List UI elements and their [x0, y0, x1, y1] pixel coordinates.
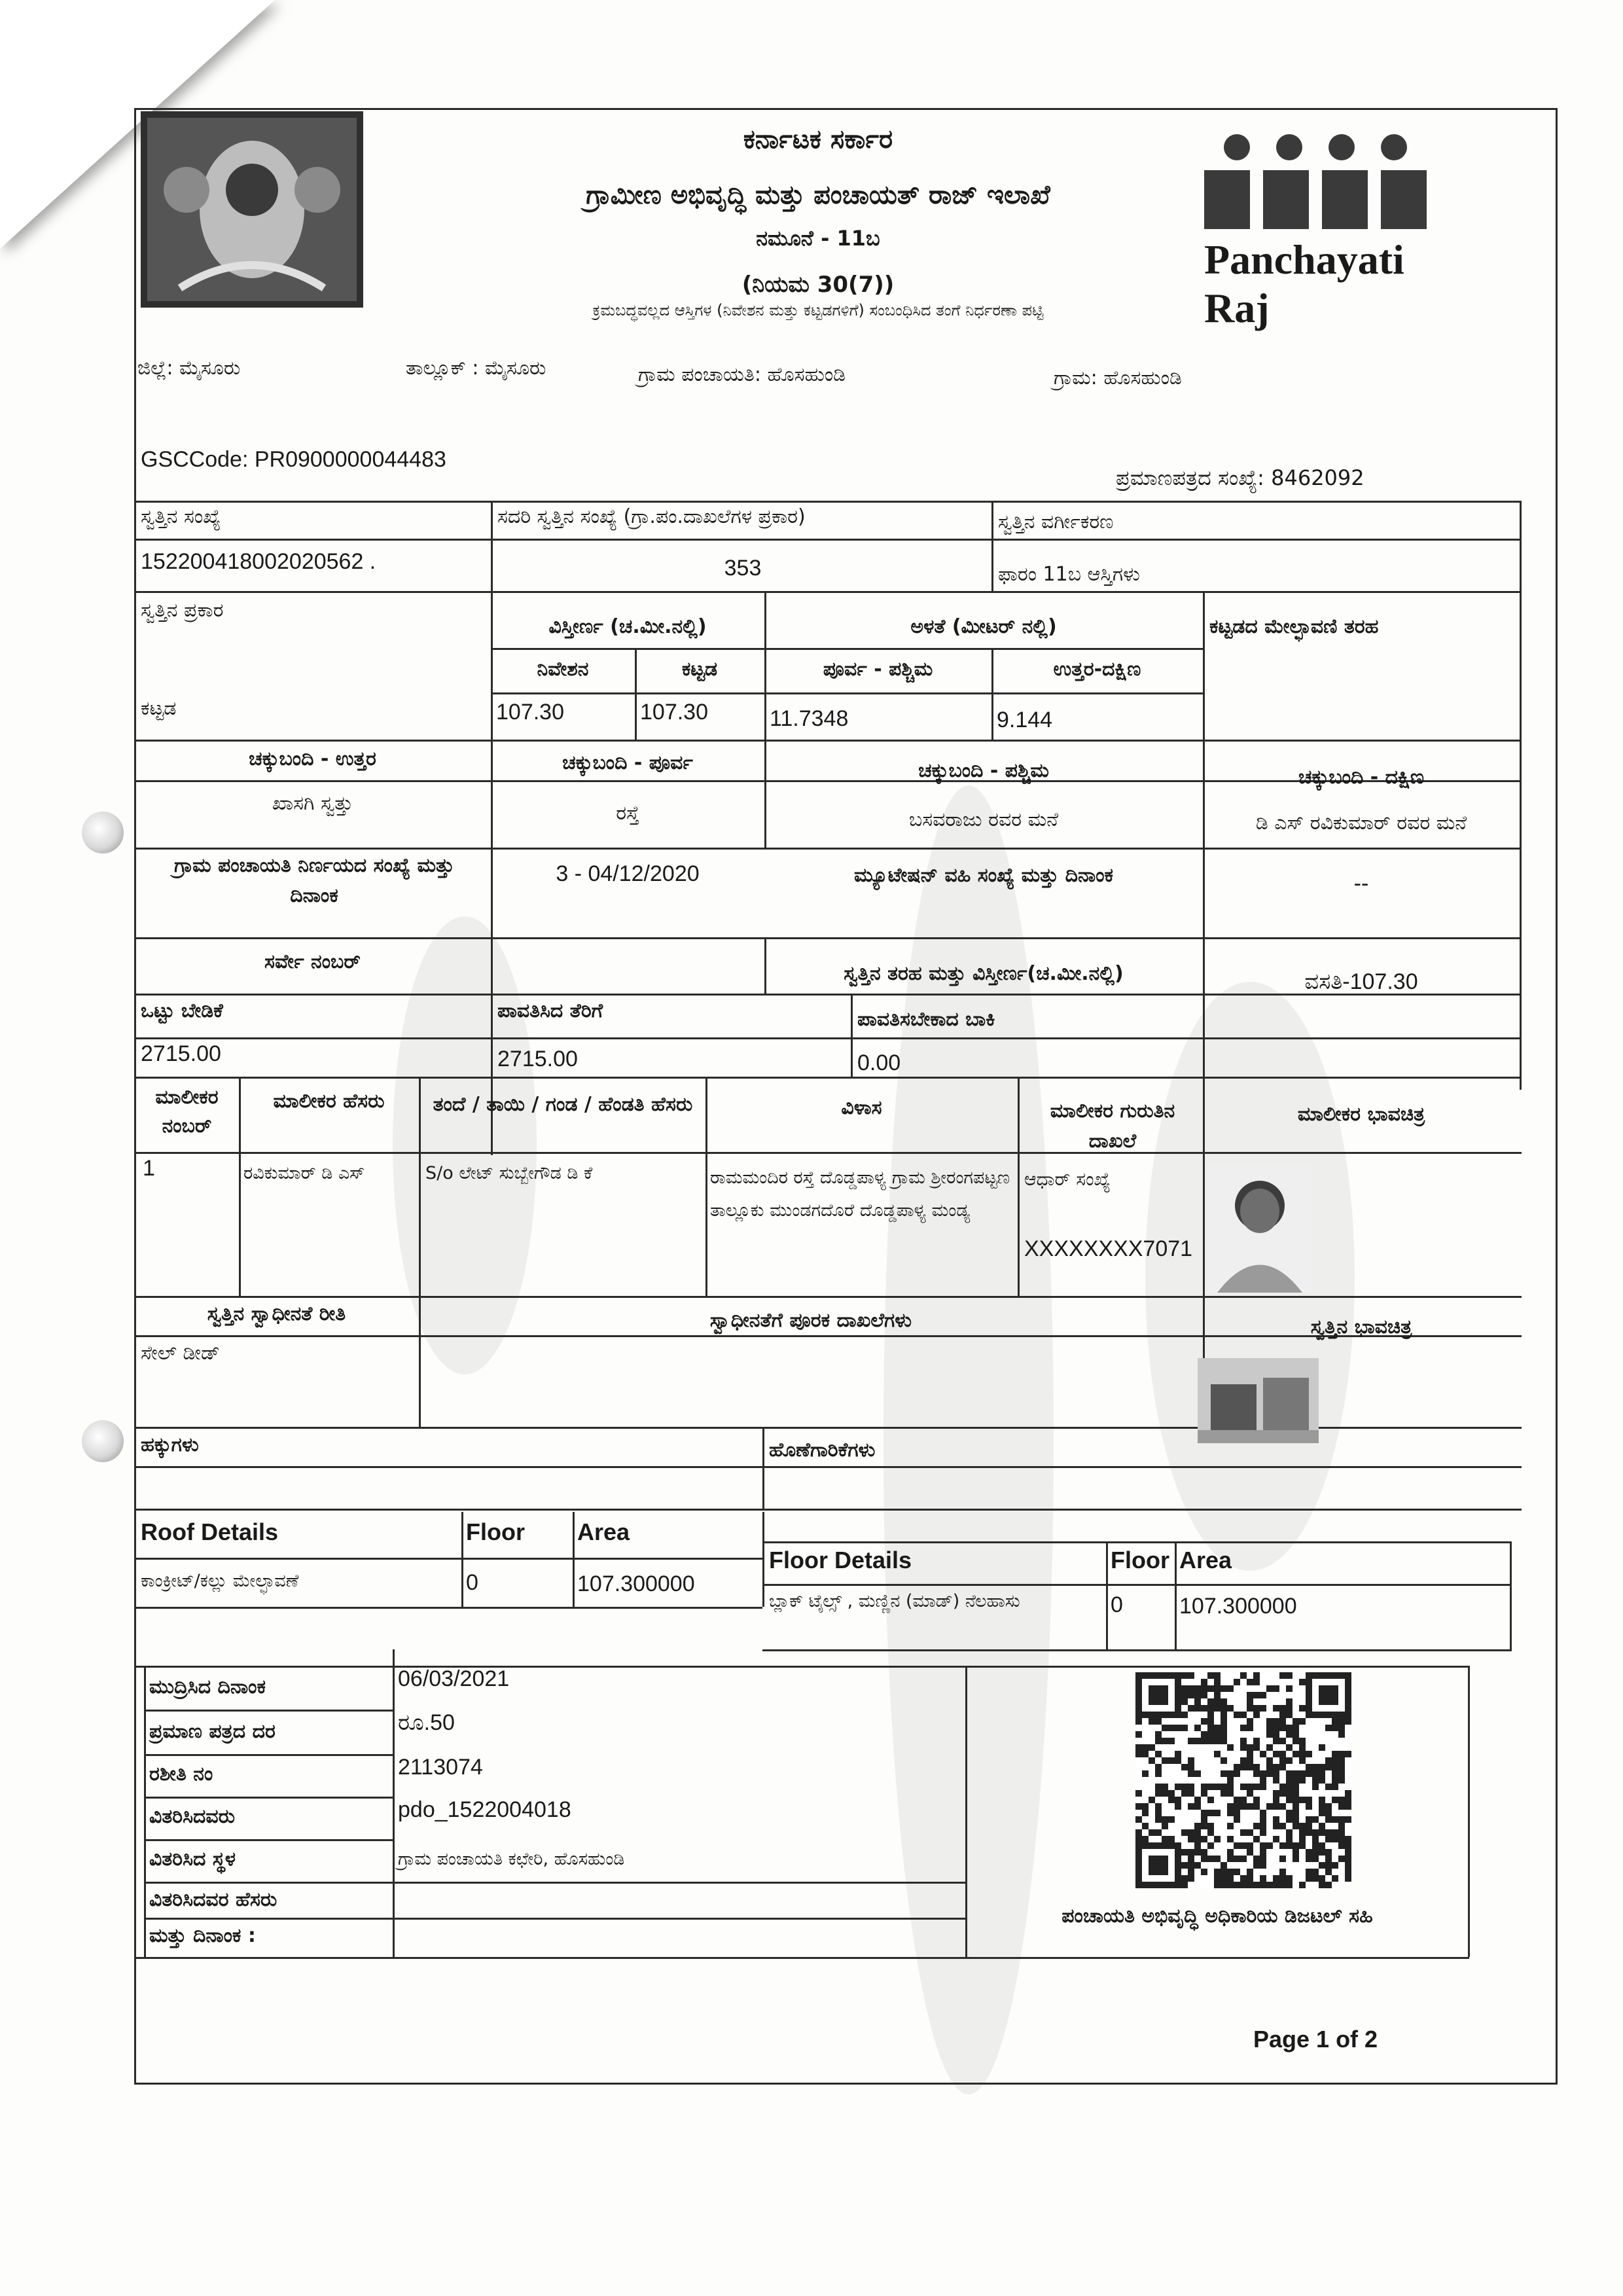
village: ಗ್ರಾಮ: ಹೊಸಹುಂಡಿ [1054, 367, 1182, 389]
rule [134, 1957, 1469, 1959]
owner-address: ರಾಮಮಂದಿರ ರಸ್ತೆ ದೊಡ್ಡಪಾಳ್ಯ ಗ್ರಾಮ ಶ್ರೀರಂಗಪಟ್ಟಣ ತಾಲ್ಲೂಕು ಮುಂಡಗದೊರೆ ದೊಡ್ಡಪಾಳ್ಯ ಮಂಡ್ಯ [710, 1168, 1010, 1221]
header-property-photo: ಸ್ವತ್ತಿನ ಭಾವಚಿತ್ರ [1310, 1316, 1412, 1338]
rule [393, 1649, 395, 1957]
rule [419, 1077, 421, 1296]
property-type: ಕಟ್ಟಡ [141, 697, 177, 720]
rule [1175, 1541, 1177, 1649]
rule [134, 937, 1522, 939]
rule [461, 1512, 463, 1607]
header-boundary-south: ಚಕ್ಕುಬಂದಿ - ದಕ್ಷಿಣ [1298, 766, 1425, 789]
rule [134, 740, 1522, 742]
label-printed-date: ಮುದ್ರಿಸಿದ ದಿನಾಂಕ [149, 1676, 266, 1698]
header-boundary-north: ಚಕ್ಕುಬಂದಿ - ಉತ್ತರ [249, 747, 376, 770]
karnataka-emblem-icon [141, 111, 363, 308]
serial-number: 353 [724, 556, 762, 581]
rule [491, 501, 493, 1155]
rule [762, 1649, 1512, 1651]
header-owner-photo: ಮಾಲೀಕರ ಭಾವಚಿತ್ರ [1297, 1103, 1425, 1126]
header-property-type: ಸ್ವತ್ತಿನ ಪ್ರಕಾರ [141, 599, 224, 622]
classification: ಫಾರಂ 11ಬ ಆಸ್ತಿಗಳು [998, 563, 1140, 586]
header-address: ವಿಳಾಸ [841, 1096, 882, 1119]
floor-type: ಬ್ಲಾಕ್ ಟೈಲ್ಸ್ , ಮಣ್ಣಿನ (ಮಾಡ್) ನೆಲಹಾಸು [769, 1591, 1020, 1611]
north-south-length: 9.144 [997, 708, 1053, 732]
qr-code-icon [1135, 1672, 1351, 1888]
id-type: ಆಧಾರ್ ಸಂಖ್ಯೆ [1024, 1168, 1111, 1190]
total-demand: 2715.00 [141, 1041, 221, 1066]
gram-panchayat: ಗ್ರಾಮ ಪಂಚಾಯತಿ: ಹೊಸಹುಂಡಿ [638, 363, 846, 386]
header-form: ನಮೂನೆ - 11ಬ [756, 226, 880, 251]
rule [134, 1296, 1522, 1298]
header-due: ಪಾವತಿಸಬೇಕಾದ ಬಾಕಿ [857, 1008, 995, 1031]
header-site: ನಿವೇಶನ [537, 658, 589, 681]
printed-date: 06/03/2021 [398, 1666, 510, 1691]
building-area: 107.30 [640, 700, 708, 725]
boundary-east: ರಸ್ತೆ [616, 802, 639, 825]
rule [573, 1512, 575, 1607]
rule [144, 1882, 393, 1884]
roof-floor-header: Floor [466, 1518, 525, 1545]
header-gov: ಕರ್ನಾಟಕ ಸರ್ಕಾರ [743, 124, 893, 154]
floor-floor: 0 [1111, 1592, 1123, 1617]
rule [134, 1607, 762, 1609]
nature-area: ವಸತಿ-107.30 [1304, 969, 1418, 994]
header-dept: ಗ್ರಾಮೀಣ ಅಭಿವೃದ್ಧಿ ಮತ್ತು ಪಂಚಾಯತ್ ರಾಜ್ ಇಲಾಖೆ [586, 180, 1050, 210]
header-total-demand: ಒಟ್ಟು ಬೇಡಿಕೆ [141, 999, 223, 1022]
header-paid-tax: ಪಾವತಿಸಿದ ತೆರಿಗೆ [497, 999, 603, 1022]
rule [1520, 501, 1522, 1090]
rule [134, 1509, 1522, 1511]
panchayati-raj-people-icon [1198, 134, 1446, 232]
site-area: 107.30 [496, 700, 564, 725]
rule [991, 501, 993, 592]
rule [144, 1918, 965, 1920]
rule [1203, 740, 1205, 1132]
header-survey-number: ಸರ್ವೇ ನಂಬರ್ [264, 950, 361, 973]
rule [1106, 1541, 1108, 1649]
certificate-number: ಪ್ರಮಾಣಪತ್ರದ ಸಂಖ್ಯೆ: 8462092 [1116, 465, 1364, 490]
header-gp-resolution: ಗ್ರಾಮ ಪಂಚಾಯತಿ ನಿರ್ಣಯದ ಸಂಖ್ಯೆ ಮತ್ತು ದಿನಾಂಕ [174, 854, 454, 907]
roof-type: ಕಾಂಕ್ರೀಟ್/ಕಲ್ಲು ಮೇಲ್ಛಾವಣೆ [141, 1571, 299, 1591]
mutation: -- [1353, 871, 1369, 896]
rule [491, 648, 1204, 650]
header-ownership-mode: ಸ್ವತ್ತಿನ ಸ್ವಾಧೀನತೆ ರೀತಿ [207, 1302, 346, 1325]
header-boundary-east: ಚಕ್ಕುಬಂದಿ - ಪೂರ್ವ [562, 751, 693, 774]
gsc-code: GSCCode: PR0900000044483 [141, 447, 446, 472]
property-number: 152200418002020562 . [141, 549, 376, 574]
floor-area-header: Area [1179, 1547, 1232, 1573]
certificate-fee: ರೂ.50 [398, 1710, 455, 1735]
rule [134, 848, 1522, 850]
rule [762, 1512, 764, 1607]
rule [1510, 1541, 1512, 1649]
roof-area-header: Area [577, 1518, 630, 1545]
roof-area: 107.300000 [577, 1571, 695, 1596]
paid-tax: 2715.00 [497, 1047, 578, 1071]
rule [762, 1427, 764, 1509]
label-issued-place: ವಿತರಿಸಿದ ಸ್ಥಳ [149, 1848, 236, 1871]
rule [134, 1077, 1522, 1079]
floor-area: 107.300000 [1179, 1594, 1297, 1619]
header-dimensions: ಅಳತೆ (ಮೀಟರ್ ನಲ್ಲಿ) [910, 615, 1057, 638]
label-certificate-fee: ಪ್ರಮಾಣ ಪತ್ರದ ದರ [149, 1720, 276, 1743]
floor-floor-header: Floor [1111, 1547, 1169, 1573]
header-nature-area: ಸ್ವತ್ತಿನ ತರಹ ಮತ್ತು ವಿಸ್ತೀರ್ಣ(ಚ.ಮೀ.ನಲ್ಲಿ) [844, 962, 1124, 985]
header-classification: ಸ್ವತ್ತಿನ ವರ್ಗೀಕರಣ [998, 511, 1114, 533]
header-mutation: ಮ್ಯೂಟೇಷನ್ ವಹಿ ಸಂಖ್ಯೆ ಮತ್ತು ದಿನಾಂಕ [853, 864, 1114, 887]
id-number: XXXXXXXX7071 [1024, 1236, 1193, 1261]
header-roof-type: ಕಟ್ಟಡದ ಮೇಲ್ಛಾವಣಿ ತರಹ [1209, 615, 1379, 638]
header-area: ವಿಸ್ತೀರ್ಣ (ಚ.ಮೀ.ನಲ್ಲಿ) [548, 615, 707, 638]
parent-name: S/o ಲೇಟ್ ಸುಬ್ಬೇಗೌಡ ಡಿ ಕೆ [425, 1163, 593, 1183]
rule [134, 1466, 1522, 1468]
header-parent-name: ತಂದೆ / ತಾಯಿ / ಗಂಡ / ಹೆಂಡತಿ ಹೆಸರು [433, 1093, 693, 1116]
rule [1203, 592, 1205, 740]
east-west-length: 11.7348 [770, 706, 849, 731]
rule [134, 1152, 1522, 1154]
label-issue-date: ಮತ್ತು ದಿನಾಂಕ : [149, 1924, 256, 1947]
rule [965, 1666, 967, 1957]
issued-place: ಗ್ರಾಮ ಪಂಚಾಯತಿ ಕಛೇರಿ, ಹೊಸಹುಂಡಿ [398, 1849, 625, 1869]
rule [762, 1541, 1512, 1543]
rule [134, 539, 1522, 541]
label-receipt-number: ರಶೀತಿ ನಂ [149, 1763, 213, 1785]
header-desc: ಕ್ರಮಬದ್ಧವಲ್ಲದ ಆಸ್ತಿಗಳ (ನಿವೇಶನ ಮತ್ತು ಕಟ್ಟಡಗಳಿಗೆ) ಸಂಬಂಧಿಸಿದ ತಂಗೆ ನಿರ್ಧರಣಾ ಪಟ್ಟಿ [592, 301, 1044, 319]
header-rule: (ನಿಯಮ 30(7)) [741, 272, 895, 298]
gp-resolution: 3 - 04/12/2020 [556, 861, 700, 886]
header-east-west: ಪೂರ್ವ - ಪಶ್ಚಿಮ [823, 658, 933, 681]
rule [134, 1558, 762, 1560]
rule [1018, 1077, 1020, 1296]
receipt-number: 2113074 [398, 1755, 483, 1780]
rule [134, 501, 1522, 503]
floor-title: Floor Details [769, 1547, 912, 1573]
header-property-number: ಸ್ವತ್ತಿನ ಸಂಖ್ಯೆ [141, 505, 221, 528]
roof-floor: 0 [466, 1570, 478, 1595]
rule [393, 1882, 965, 1884]
taluk: ತಾಲ್ಲೂಕ್ : ಮೈಸೂರು [406, 357, 546, 380]
page-number: Page 1 of 2 [1253, 2026, 1378, 2053]
boundary-west: ಬಸವರಾಜು ರವರ ಮನೆ [908, 808, 1059, 831]
header-north-south: ಉತ್ತರ-ದಕ್ಷಿಣ [1053, 658, 1141, 681]
header-rights: ಹಕ್ಕುಗಳು [141, 1433, 199, 1456]
rule [144, 1839, 393, 1841]
owner-name: ರವಿಕುಮಾರ್ ಡಿ ಎಸ್ [243, 1163, 365, 1183]
rule [134, 1037, 1522, 1039]
owner-photo [1207, 1165, 1312, 1293]
punch-hole [82, 812, 124, 853]
brand-name: Panchayati Raj [1204, 236, 1404, 331]
roof-title: Roof Details [141, 1518, 279, 1545]
header-owner-name: ಮಾಲೀಕರ ಹೆಸರು [273, 1090, 385, 1113]
header-building: ಕಟ್ಟಡ [681, 658, 718, 681]
punch-hole [82, 1420, 124, 1462]
owner-number: 1 [143, 1156, 155, 1181]
label-issuer-name: ವಿತರಿಸಿದವರ ಹೆಸರು [149, 1888, 277, 1911]
district: ಜಿಲ್ಲೆ: ಮೈಸೂರು [137, 357, 241, 380]
issued-by: pdo_1522004018 [398, 1797, 571, 1822]
rule [1468, 1666, 1470, 1957]
rule [851, 994, 853, 1079]
boundary-north: ಖಾಸಗಿ ಸ್ವತ್ತು [272, 792, 353, 815]
header-ownership-docs: ಸ್ವಾಧೀನತೆಗೆ ಪೂರಕ ದಾಖಲೆಗಳು [709, 1309, 912, 1332]
rule [491, 692, 1204, 694]
header-owner-number: ಮಾಲೀಕರ ನಂಬರ್ [155, 1086, 219, 1138]
ownership-mode: ಸೇಲ್ ಡೀಡ್ [141, 1342, 220, 1365]
header-serial-number: ಸದರಿ ಸ್ವತ್ತಿನ ಸಂಖ್ಯೆ (ಗ್ರಾ.ಪಂ.ದಾಖಲೆಗಳ ಪ್ರಕಾರ) [497, 505, 806, 528]
header-boundary-west: ಚಕ್ಕುಬಂದಿ - ಪಶ್ಚಿಮ [918, 759, 1049, 782]
rule [134, 1666, 1469, 1668]
rule [762, 1584, 1512, 1586]
rule [144, 1710, 393, 1712]
header-owner-id: ಮಾಲೀಕರ ಗುರುತಿನ ದಾಖಲೆ [1050, 1100, 1175, 1153]
property-photo [1198, 1358, 1319, 1443]
digital-signature-label: ಪಂಚಾಯತಿ ಅಭಿವೃದ್ಧಿ ಅಧಿಕಾರಿಯ ಡಿಜಟಲ್ ಸಹಿ [1061, 1905, 1373, 1928]
rule [134, 591, 1522, 593]
boundary-south: ಡಿ ಎಸ್ ರವಿಕುಮಾರ್ ರವರ ಮನೆ [1255, 812, 1467, 834]
label-issued-by: ವಿತರಿಸಿದವರು [149, 1805, 236, 1828]
tax-due: 0.00 [857, 1050, 901, 1075]
rule [144, 1797, 393, 1799]
rule [144, 1754, 393, 1756]
header-liabilities: ಹೊಣೆಗಾರಿಕೆಗಳು [769, 1439, 876, 1462]
